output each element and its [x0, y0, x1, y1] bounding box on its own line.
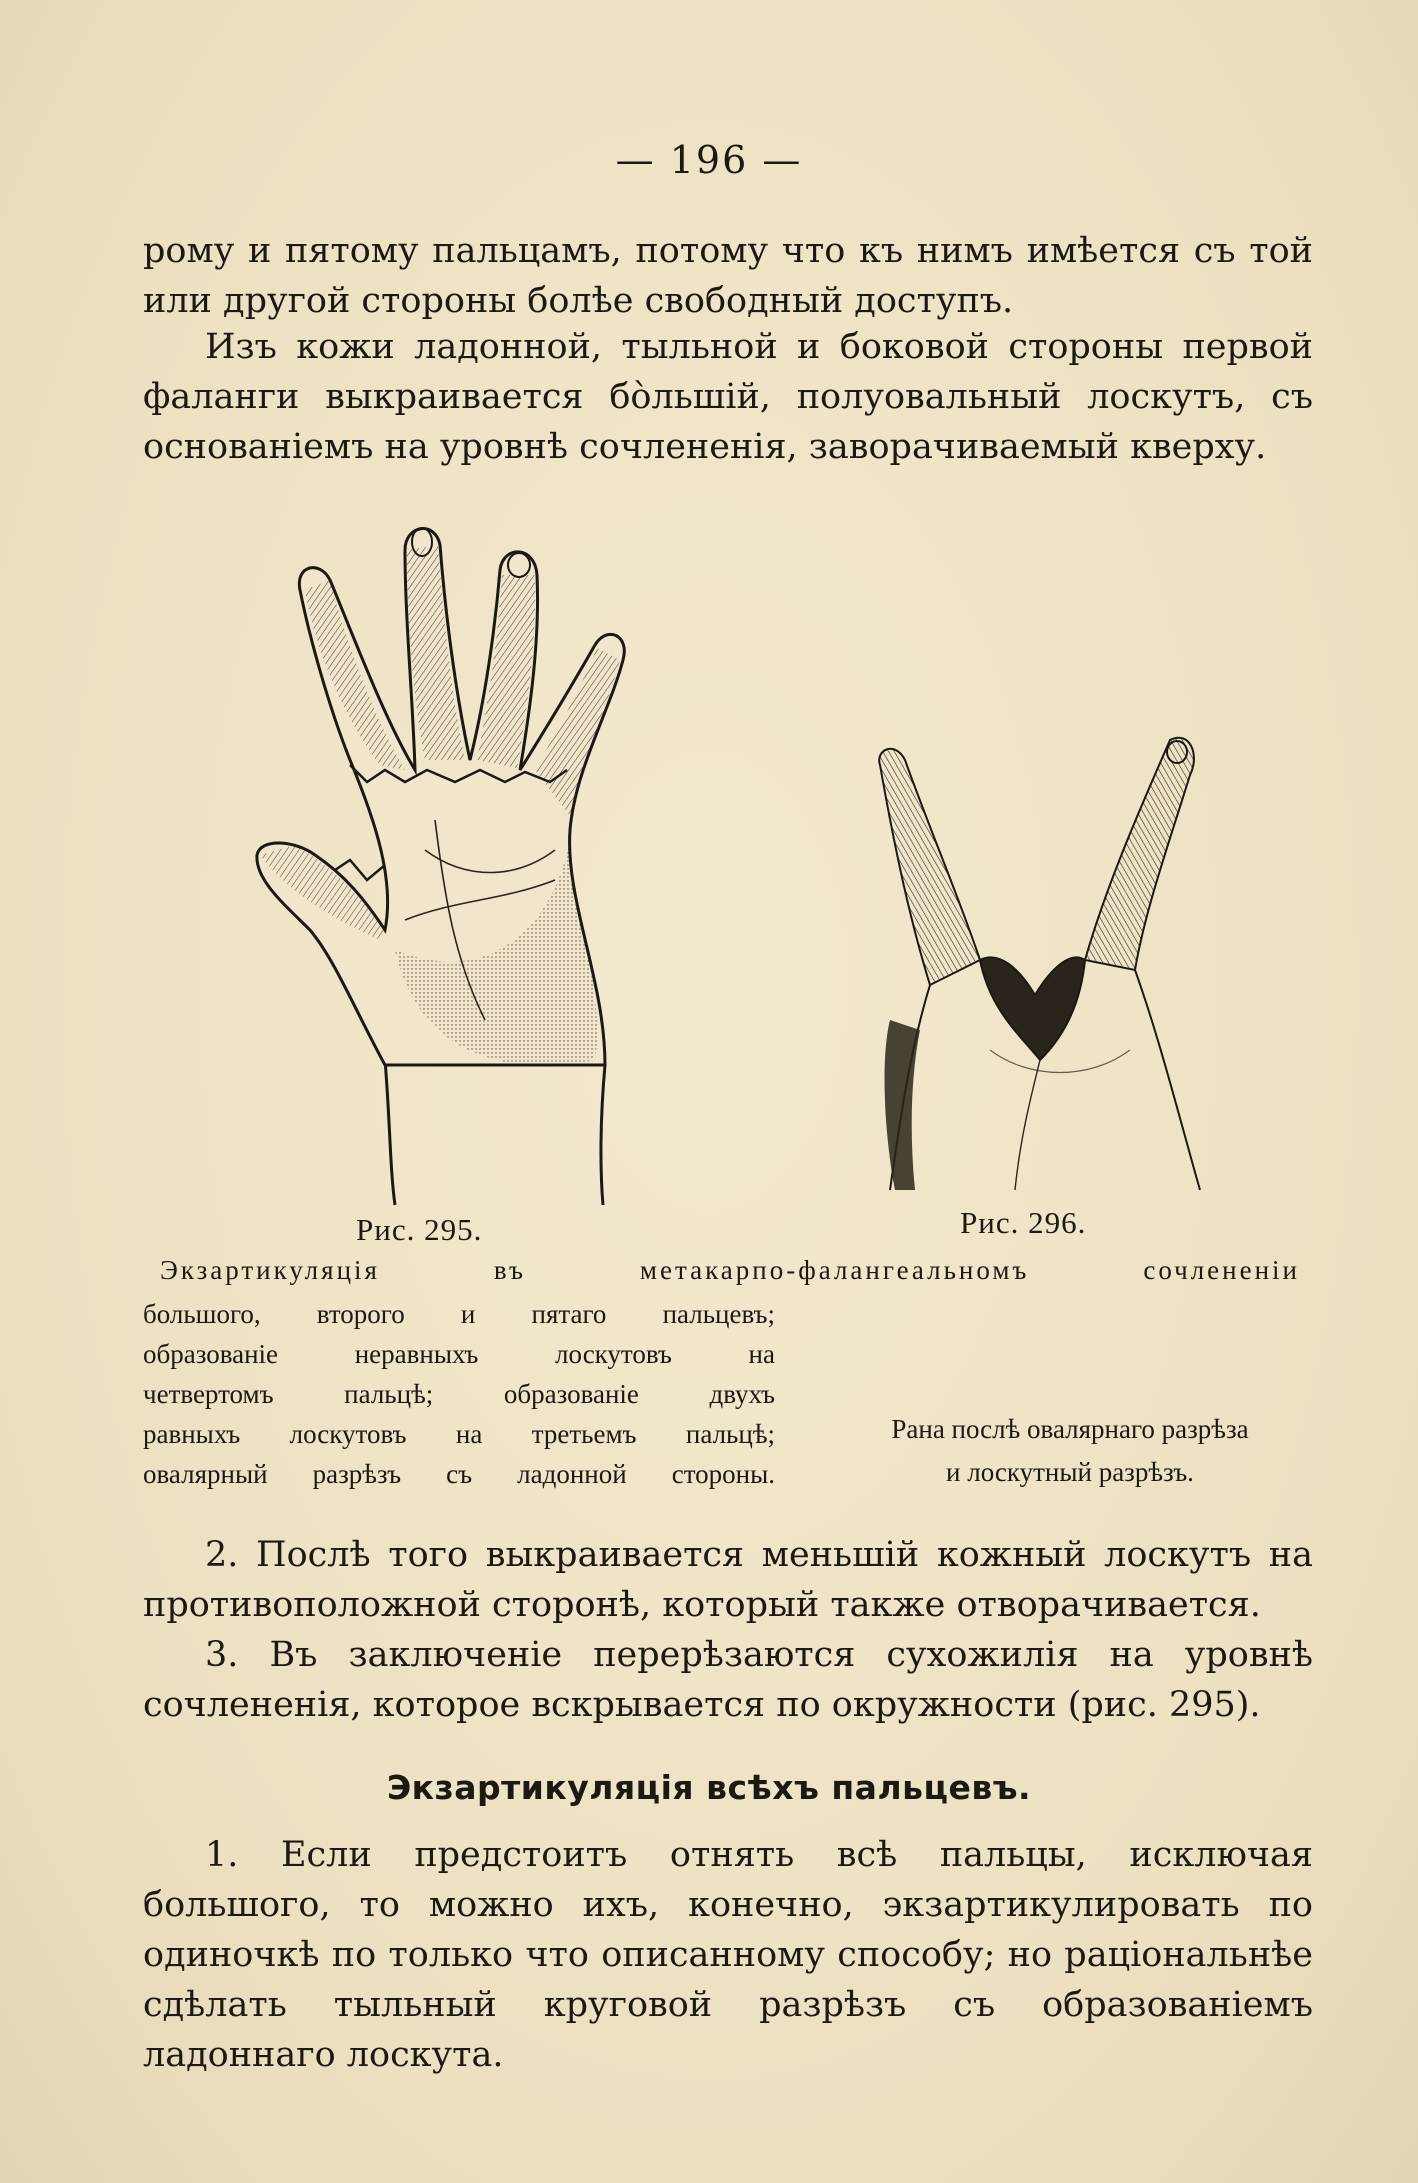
caption-line: большого, второго и пятаго пальцевъ;: [143, 1299, 775, 1329]
caption-line: равныхъ лоскутовъ на третьемъ пальцѣ;: [143, 1419, 775, 1449]
caption-line: и лоскутный разрѣзъ.: [946, 1457, 1194, 1487]
figure-295-label: Рис. 295.: [356, 1212, 483, 1247]
paragraph-step-3: 3. Въ заключеніе перерѣзаются сухожилія на уровнѣ сочлененія, которое вскрывается по окружности (рис. 295).: [143, 1635, 1313, 1725]
figure-296-caption: [820, 1408, 1320, 1494]
caption-line: четвертомъ пальцѣ; образованіе двухъ: [143, 1379, 775, 1409]
paragraph-step-2: 2. Послѣ того выкраивается меньшій кожный лоскутъ на противоположной сторонѣ, который также отворачивается.: [143, 1535, 1313, 1625]
section-heading: Экзартикуляція всѣхъ пальцевъ.: [386, 1768, 1032, 1807]
paragraph-continuation: рому и пятому пальцамъ, потому что къ нимъ имѣется съ той или другой стороны болѣе свободный доступъ.: [143, 231, 1313, 321]
caption-line: овалярный разрѣзъ съ ладонной стороны.: [143, 1459, 775, 1489]
caption-line: образованіе неравныхъ лоскутовъ на: [143, 1339, 775, 1369]
figure-296-label: Рис. 296.: [960, 1205, 1087, 1240]
fingers-wound-illustration: [870, 720, 1210, 1200]
figure-295-caption: [143, 1294, 775, 1494]
paragraph-flap-description: Изъ кожи ладонной, тыльной и боковой стороны первой фаланги выкраивается бо̀льшій, полуовальный лоскутъ, съ основаніемъ на уровнѣ сочлененія, заворачиваемый кверху.: [143, 327, 1313, 467]
figure-295-caption-title: Экзартикуляція въ метакарпо-фалангеальномъ сочлененіи: [160, 1255, 1300, 1285]
paragraph-all-fingers: 1. Если предстоитъ отнять всѣ пальцы, исключая большого, то можно ихъ, конечно, экзартикулировать по одиночкѣ по только что описанному способу; но раціональнѣе сдѣлать тыльный круговой разрѣзъ съ образованіемъ ладоннаго лоскута.: [143, 1835, 1313, 2075]
page-number: — 196 —: [615, 138, 803, 182]
hand-palm-flaps-illustration: [255, 520, 755, 1210]
caption-line: Рана послѣ овалярнаго разрѣза: [891, 1414, 1249, 1444]
